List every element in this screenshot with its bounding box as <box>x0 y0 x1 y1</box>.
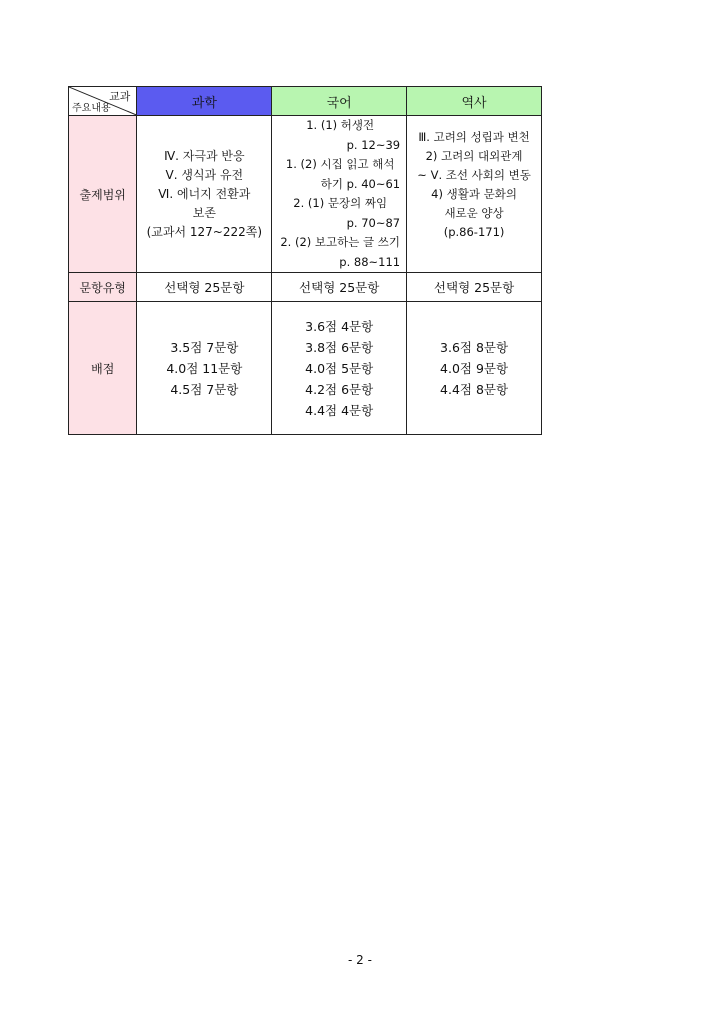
science-range-line: Ⅳ. 자극과 반응 <box>164 148 245 163</box>
history-type-cell: 선택형 25문항 <box>407 273 542 302</box>
history-range-line: ~ Ⅴ. 조선 사회의 변동 <box>417 168 531 182</box>
history-score-line: 4.4점 8문항 <box>440 381 509 397</box>
history-range-cell <box>407 116 542 273</box>
korean-range-line: 1. (1) 허생전 <box>306 118 375 132</box>
subject-header-korean: 국어 <box>272 87 407 116</box>
question-type-row <box>69 273 542 302</box>
exam-scope-table <box>68 86 542 435</box>
science-range-line: Ⅴ. 생식과 유전 <box>165 167 244 182</box>
history-score-line: 3.6점 8문항 <box>440 339 509 355</box>
header-row <box>69 87 542 116</box>
science-score-cell <box>137 302 272 435</box>
science-type-cell: 선택형 25문항 <box>137 273 272 302</box>
history-range-line: 4) 생활과 문화의 <box>431 187 517 201</box>
korean-range-page: 하기 p. 40~61 <box>320 176 401 191</box>
page-number: - 2 - <box>348 953 372 967</box>
corner-header-cell <box>69 87 137 116</box>
korean-range-page: p. 88~111 <box>339 254 401 269</box>
science-score-line: 4.5점 7문항 <box>170 381 239 397</box>
exam-range-row <box>69 116 542 273</box>
science-score-line: 4.0점 11문항 <box>166 360 243 376</box>
korean-score-line: 4.4점 4문항 <box>305 402 374 418</box>
corner-subject-label: 교과 <box>109 90 131 103</box>
science-range-line: (교과서 127~222쪽) <box>146 224 263 239</box>
science-score-line: 3.5점 7문항 <box>170 339 239 355</box>
score-label: 배점 <box>69 302 137 435</box>
korean-range-cell <box>272 116 407 273</box>
korean-range-line: 2. (1) 문장의 짜임 <box>293 196 388 210</box>
subject-header-history: 역사 <box>407 87 542 116</box>
korean-score-line: 3.6점 4문항 <box>305 318 374 334</box>
score-row <box>69 302 542 435</box>
korean-range-page: p. 12~39 <box>346 137 401 152</box>
korean-score-line: 4.0점 5문항 <box>305 360 374 376</box>
korean-score-line: 3.8점 6문항 <box>305 339 374 355</box>
korean-type-cell: 선택형 25문항 <box>272 273 407 302</box>
history-range-line: 2) 고려의 대외관계 <box>425 149 523 163</box>
korean-range-line: 1. (2) 시집 읽고 해석 <box>285 157 395 171</box>
korean-range-line: 2. (2) 보고하는 글 쓰기 <box>280 235 401 249</box>
corner-content-label: 주요내용 <box>72 103 111 114</box>
science-range-cell <box>137 116 272 273</box>
korean-range-page: p. 70~87 <box>346 215 401 230</box>
subject-header-science: 과학 <box>137 87 272 116</box>
history-score-cell <box>407 302 542 435</box>
exam-range-label: 출제범위 <box>69 116 137 273</box>
korean-score-line: 4.2점 6문항 <box>305 381 374 397</box>
science-range-line: Ⅵ. 에너지 전환과 <box>158 186 251 201</box>
history-range-line: Ⅲ. 고려의 성립과 변천 <box>418 130 530 144</box>
science-range-line: 보존 <box>192 205 216 220</box>
history-score-line: 4.0점 9문항 <box>440 360 509 376</box>
korean-score-cell <box>272 302 407 435</box>
history-range-line: 새로운 양상 <box>444 206 504 220</box>
question-type-label: 문항유형 <box>69 273 137 302</box>
history-range-line: (p.86-171) <box>443 225 505 239</box>
